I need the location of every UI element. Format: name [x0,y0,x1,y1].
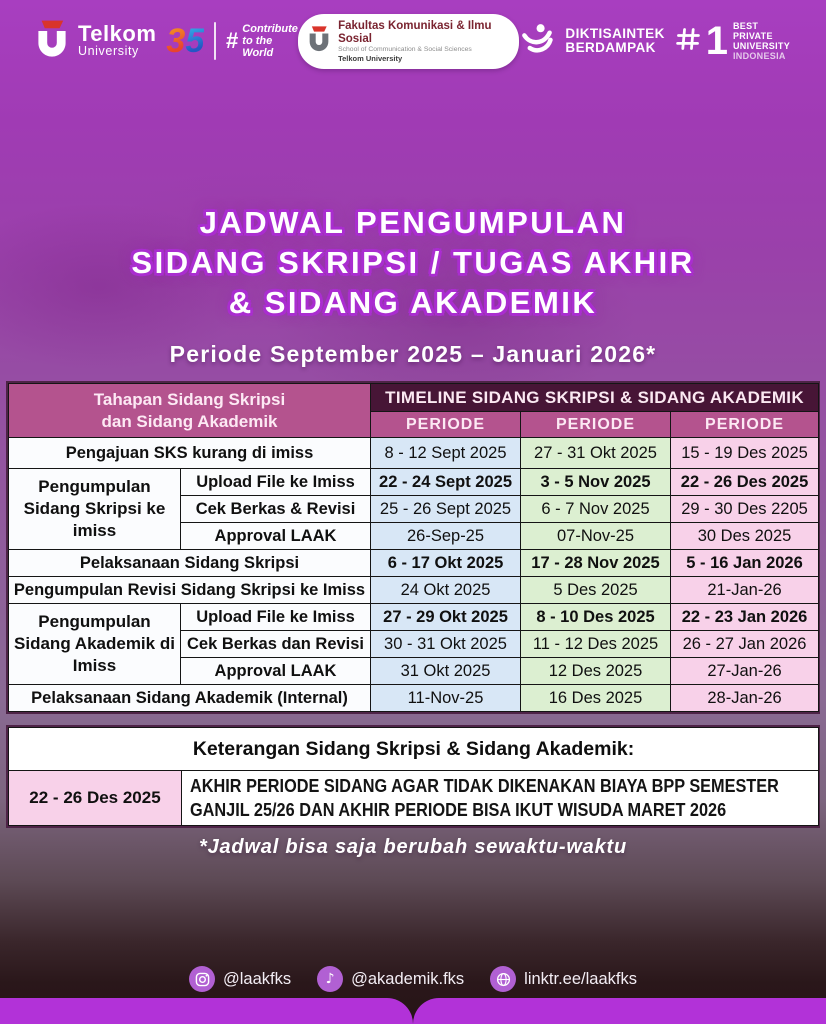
stage-label: Pengajuan SKS kurang di imiss [9,438,371,469]
globe-icon [490,966,516,992]
title-line-3: & SIDANG AKADEMIK [228,285,598,320]
title-line-1: JADWAL PENGUMPULAN [199,205,627,240]
periode-3-header: PERIODE [671,412,819,438]
best-private-university-logo: 1 BEST PRIVATE UNIVERSITY INDONESIA [675,21,790,61]
table-row: Pengajuan SKS kurang di imiss 8 - 12 Sept 2025 27 - 31 Okt 2025 15 - 19 Des 2025 [9,438,819,469]
tiktok-handle: @akademik.fks [351,969,465,988]
hash-icon: # [226,28,239,53]
instagram-link[interactable] [189,966,291,992]
faculty-u-icon [308,26,330,57]
linktree-url: linktr.ee/laakfks [524,969,637,988]
table-row: Approval LAAK 26-Sep-25 07-Nov-25 30 Des 2025 [9,523,819,550]
telkom-u-icon [36,20,68,63]
stage-sublabel: Cek Berkas dan Revisi [181,631,371,658]
faculty-name: Fakultas Komunikasi & Ilmu Sosial [338,19,492,45]
linktree-link[interactable] [490,966,637,992]
table-row: Pelaksanaan Sidang Akademik (Internal) 11-Nov-25 16 Des 2025 28-Jan-26 [9,685,819,712]
tiktok-icon: ♪ [317,966,343,992]
stage-label: Pelaksanaan Sidang Skripsi [9,550,371,577]
telkom-wordmark [78,21,157,58]
table-row: Pelaksanaan Sidang Skripsi 6 - 17 Okt 2025 17 - 28 Nov 2025 5 - 16 Jan 2026 [9,550,819,577]
timeline-header: TIMELINE SIDANG SKRIPSI & SIDANG AKADEMIK [371,384,819,412]
faculty-logo-pill [298,14,519,69]
stage-sublabel: Approval LAAK [181,658,371,685]
table-row: Pengumpulan Sidang Skripsi ke imiss Upload File ke Imiss 22 - 24 Sept 2025 3 - 5 Nov 2025 22 - 26 Des 2025 [9,469,819,496]
stage-label: Pelaksanaan Sidang Akademik (Internal) [9,685,371,712]
right-logos [519,21,790,61]
stage-sublabel: Cek Berkas & Revisi [181,496,371,523]
header [0,10,826,72]
notes-description: AKHIR PERIODE SIDANG AGAR TIDAK DIKENAKAN BIAYA BPP SEMESTER GANJIL 25/26 DAN AKHIR PERIODE BISA IKUT WISUDA MARET 2026 [182,771,819,826]
period-subtitle: Periode September 2025 – Januari 2026* [169,341,657,367]
rank-number: 1 [705,19,728,63]
stage-group-label: Pengumpulan Sidang Akademik di Imiss [9,604,181,685]
title-line-2: SIDANG SKRIPSI / TUGAS AKHIR [131,245,695,280]
notes-date: 22 - 26 Des 2025 [9,771,182,826]
table-row: Pengumpulan Revisi Sidang Skripsi ke Imiss 24 Okt 2025 5 Des 2025 21-Jan-26 [9,577,819,604]
diktisaintek-wordmark: DIKTISAINTEK BERDAMPAK [565,26,665,55]
telkom-brand-sub: University [78,44,139,58]
stage-label: Pengumpulan Revisi Sidang Skripsi ke Imiss [9,577,371,604]
tiktok-link[interactable] [317,966,464,992]
table-row: Approval LAAK 31 Okt 2025 12 Des 2025 27-Jan-26 [9,658,819,685]
divider [214,22,216,60]
stage-group-label: Pengumpulan Sidang Skripsi ke imiss [9,469,181,550]
faculty-name-en: School of Communication & Social Sciences [338,45,472,53]
diktisaintek-icon [519,22,555,61]
table-row: Cek Berkas & Revisi 25 - 26 Sept 2025 6 - 7 Nov 2025 29 - 30 Des 2205 [9,496,819,523]
instagram-icon [189,966,215,992]
contribute-tagline: # Contribute to the World [226,23,298,59]
stage-column-header: Tahapan Sidang Skripsi dan Sidang Akademik [9,384,371,438]
anniversary-35-logo: 35 [166,22,205,60]
stage-sublabel: Upload File ke Imiss [181,469,371,496]
stage-sublabel: Approval LAAK [181,523,371,550]
periode-2-header: PERIODE [521,412,671,438]
social-bar [0,966,826,992]
periode-1-header: PERIODE [371,412,521,438]
table-row: Pengumpulan Sidang Akademik di Imiss Upload File ke Imiss 27 - 29 Okt 2025 8 - 10 Des 2025 22 - 23 Jan 2026 [9,604,819,631]
bottom-strip [0,998,826,1024]
schedule-table [8,383,818,712]
faculty-university: Telkom University [338,53,403,63]
gear-hash-icon [675,25,701,58]
instagram-handle: @laakfks [223,969,292,988]
stage-sublabel: Upload File ke Imiss [181,604,371,631]
telkom-university-logo [36,20,298,63]
telkom-brand: Telkom [78,21,157,46]
disclaimer-note: *Jadwal bisa saja berubah sewaktu-waktu [198,836,628,858]
notes-title: Keterangan Sidang Skripsi & Sidang Akademik: [9,728,819,771]
notes-table [8,727,818,826]
page-title [0,203,826,323]
table-row: Cek Berkas dan Revisi 30 - 31 Okt 2025 11 - 12 Des 2025 26 - 27 Jan 2026 [9,631,819,658]
